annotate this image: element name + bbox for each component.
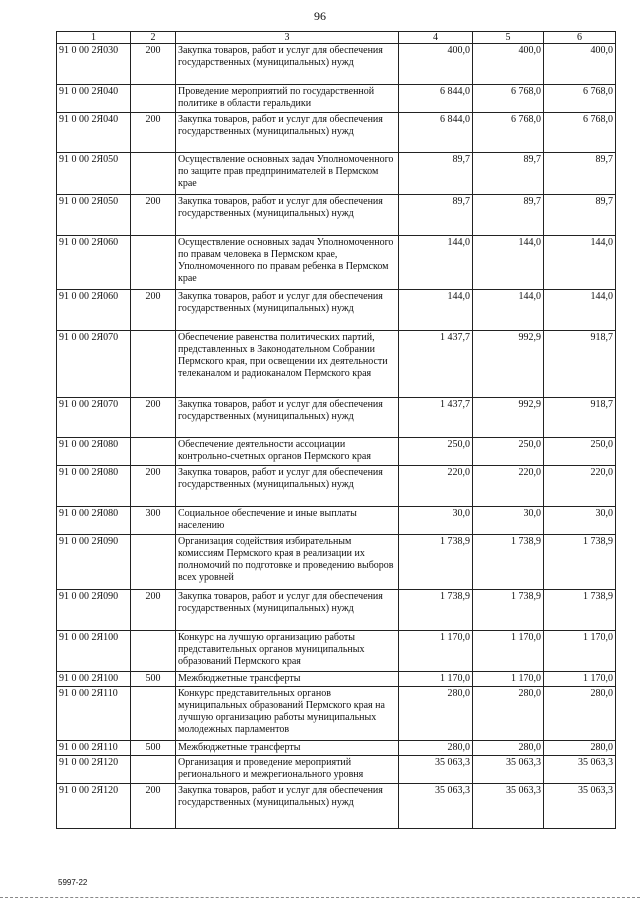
row-code: 91 0 00 2Я070 — [57, 331, 131, 398]
row-expense-type — [131, 756, 176, 784]
row-code: 91 0 00 2Я100 — [57, 631, 131, 672]
row-name: Закупка товаров, работ и услуг для обеспечения государственных (муниципальных) нужд — [176, 44, 399, 85]
row-value-2: 992,9 — [473, 331, 544, 398]
row-name: Закупка товаров, работ и услуг для обеспечения государственных (муниципальных) нужд — [176, 784, 399, 829]
row-value-1: 6 844,0 — [399, 113, 473, 153]
row-code: 91 0 00 2Я080 — [57, 466, 131, 507]
row-value-2: 280,0 — [473, 687, 544, 741]
table-row — [57, 290, 616, 331]
row-name: Осуществление основных задач Уполномоченного по защите прав предпринимателей в Пермском крае — [176, 153, 399, 195]
row-expense-type: 200 — [131, 195, 176, 236]
row-value-2: 992,9 — [473, 398, 544, 438]
row-expense-type: 500 — [131, 741, 176, 756]
row-value-1: 1 738,9 — [399, 590, 473, 631]
budget-table — [56, 31, 616, 829]
row-value-3: 250,0 — [544, 438, 616, 466]
row-expense-type — [131, 236, 176, 290]
row-value-2: 89,7 — [473, 153, 544, 195]
row-code: 91 0 00 2Я120 — [57, 784, 131, 829]
row-expense-type: 200 — [131, 398, 176, 438]
row-value-1: 35 063,3 — [399, 756, 473, 784]
row-value-1: 280,0 — [399, 741, 473, 756]
table-row — [57, 784, 616, 829]
table-row — [57, 153, 616, 195]
row-value-3: 918,7 — [544, 331, 616, 398]
page-number: 96 — [314, 9, 326, 23]
row-name: Закупка товаров, работ и услуг для обеспечения государственных (муниципальных) нужд — [176, 466, 399, 507]
row-code: 91 0 00 2Я070 — [57, 398, 131, 438]
row-value-3: 400,0 — [544, 44, 616, 85]
row-value-3: 35 063,3 — [544, 784, 616, 829]
row-value-3: 280,0 — [544, 687, 616, 741]
row-code: 91 0 00 2Я060 — [57, 290, 131, 331]
row-value-2: 35 063,3 — [473, 756, 544, 784]
row-expense-type — [131, 438, 176, 466]
header-col-6: 6 — [544, 32, 616, 44]
row-code: 91 0 00 2Я110 — [57, 687, 131, 741]
row-code: 91 0 00 2Я100 — [57, 672, 131, 687]
row-name: Межбюджетные трансферты — [176, 672, 399, 687]
row-value-2: 250,0 — [473, 438, 544, 466]
row-code: 91 0 00 2Я050 — [57, 195, 131, 236]
header-col-4: 4 — [399, 32, 473, 44]
row-expense-type: 200 — [131, 466, 176, 507]
row-value-1: 280,0 — [399, 687, 473, 741]
row-value-2: 1 738,9 — [473, 535, 544, 590]
row-value-1: 89,7 — [399, 153, 473, 195]
row-name: Организация и проведение мероприятий регионального и межрегионального уровня — [176, 756, 399, 784]
row-value-3: 1 738,9 — [544, 590, 616, 631]
row-value-1: 1 170,0 — [399, 672, 473, 687]
row-name: Межбюджетные трансферты — [176, 741, 399, 756]
table-row — [57, 741, 616, 756]
row-value-1: 1 437,7 — [399, 331, 473, 398]
row-name: Организация содействия избирательным комиссиям Пермского края в реализации их полномочий по подготовке и проведению выборов всех уровней — [176, 535, 399, 590]
row-value-3: 89,7 — [544, 153, 616, 195]
row-code: 91 0 00 2Я090 — [57, 590, 131, 631]
row-value-3: 144,0 — [544, 236, 616, 290]
row-name: Осуществление основных задач Уполномоченного по правам человека в Пермском крае, Уполномоченного по правам ребенка в Пермском крае — [176, 236, 399, 290]
table-row — [57, 438, 616, 466]
row-name: Обеспечение равенства политических партий, представленных в Законодательном Собрании Пермского края, при освещении их деятельности телеканалом и радиоканалом Пермского края — [176, 331, 399, 398]
table-row — [57, 466, 616, 507]
row-value-1: 1 437,7 — [399, 398, 473, 438]
table-row — [57, 195, 616, 236]
row-expense-type — [131, 535, 176, 590]
row-name: Проведение мероприятий по государственной политике в области геральдики — [176, 85, 399, 113]
row-expense-type: 500 — [131, 672, 176, 687]
row-code: 91 0 00 2Я120 — [57, 756, 131, 784]
row-value-1: 144,0 — [399, 236, 473, 290]
row-name: Закупка товаров, работ и услуг для обеспечения государственных (муниципальных) нужд — [176, 113, 399, 153]
row-expense-type: 200 — [131, 290, 176, 331]
row-value-2: 144,0 — [473, 236, 544, 290]
row-value-1: 1 170,0 — [399, 631, 473, 672]
table-row — [57, 687, 616, 741]
row-value-3: 144,0 — [544, 290, 616, 331]
row-name: Конкурс представительных органов муниципальных образований Пермского края на лучшую организацию работы муниципальных молодежных парламентов — [176, 687, 399, 741]
row-expense-type — [131, 153, 176, 195]
row-value-1: 144,0 — [399, 290, 473, 331]
row-value-1: 400,0 — [399, 44, 473, 85]
header-col-2: 2 — [131, 32, 176, 44]
row-name: Конкурс на лучшую организацию работы представительных органов муниципальных образований Пермского края — [176, 631, 399, 672]
table-row — [57, 756, 616, 784]
row-expense-type: 300 — [131, 507, 176, 535]
row-expense-type: 200 — [131, 44, 176, 85]
row-code: 91 0 00 2Я060 — [57, 236, 131, 290]
row-value-1: 1 738,9 — [399, 535, 473, 590]
row-expense-type — [131, 631, 176, 672]
table-row — [57, 331, 616, 398]
row-value-3: 6 768,0 — [544, 85, 616, 113]
row-expense-type — [131, 331, 176, 398]
row-value-3: 280,0 — [544, 741, 616, 756]
row-value-3: 918,7 — [544, 398, 616, 438]
row-value-3: 6 768,0 — [544, 113, 616, 153]
row-value-3: 1 170,0 — [544, 631, 616, 672]
row-value-2: 220,0 — [473, 466, 544, 507]
row-code: 91 0 00 2Я080 — [57, 438, 131, 466]
row-value-2: 1 170,0 — [473, 672, 544, 687]
row-value-2: 89,7 — [473, 195, 544, 236]
row-value-1: 89,7 — [399, 195, 473, 236]
row-name: Обеспечение деятельности ассоциации контрольно-счетных органов Пермского края — [176, 438, 399, 466]
row-value-2: 6 768,0 — [473, 113, 544, 153]
row-value-1: 30,0 — [399, 507, 473, 535]
row-value-1: 6 844,0 — [399, 85, 473, 113]
table-row — [57, 590, 616, 631]
row-value-3: 35 063,3 — [544, 756, 616, 784]
row-name: Закупка товаров, работ и услуг для обеспечения государственных (муниципальных) нужд — [176, 290, 399, 331]
table-row — [57, 631, 616, 672]
document-code: 5997-22 — [58, 878, 88, 887]
row-value-2: 144,0 — [473, 290, 544, 331]
row-name: Закупка товаров, работ и услуг для обеспечения государственных (муниципальных) нужд — [176, 195, 399, 236]
row-value-3: 89,7 — [544, 195, 616, 236]
row-value-2: 1 170,0 — [473, 631, 544, 672]
row-value-3: 30,0 — [544, 507, 616, 535]
row-value-1: 250,0 — [399, 438, 473, 466]
row-value-2: 35 063,3 — [473, 784, 544, 829]
row-value-2: 30,0 — [473, 507, 544, 535]
row-value-2: 6 768,0 — [473, 85, 544, 113]
table-row — [57, 44, 616, 85]
row-value-2: 280,0 — [473, 741, 544, 756]
table-row — [57, 507, 616, 535]
row-code: 91 0 00 2Я090 — [57, 535, 131, 590]
table-row — [57, 398, 616, 438]
row-expense-type — [131, 85, 176, 113]
row-value-3: 1 738,9 — [544, 535, 616, 590]
bottom-divider — [0, 897, 640, 898]
header-row — [57, 32, 616, 44]
row-expense-type — [131, 687, 176, 741]
row-value-3: 220,0 — [544, 466, 616, 507]
row-code: 91 0 00 2Я040 — [57, 113, 131, 153]
row-expense-type: 200 — [131, 590, 176, 631]
row-value-1: 35 063,3 — [399, 784, 473, 829]
row-expense-type: 200 — [131, 784, 176, 829]
row-name: Закупка товаров, работ и услуг для обеспечения государственных (муниципальных) нужд — [176, 590, 399, 631]
row-value-1: 220,0 — [399, 466, 473, 507]
header-col-1: 1 — [57, 32, 131, 44]
table-row — [57, 113, 616, 153]
row-code: 91 0 00 2Я050 — [57, 153, 131, 195]
row-value-2: 400,0 — [473, 44, 544, 85]
row-value-2: 1 738,9 — [473, 590, 544, 631]
row-value-3: 1 170,0 — [544, 672, 616, 687]
row-code: 91 0 00 2Я030 — [57, 44, 131, 85]
table-row — [57, 535, 616, 590]
row-expense-type: 200 — [131, 113, 176, 153]
row-name: Социальное обеспечение и иные выплаты населению — [176, 507, 399, 535]
row-code: 91 0 00 2Я080 — [57, 507, 131, 535]
table-row — [57, 236, 616, 290]
table-row — [57, 672, 616, 687]
header-col-5: 5 — [473, 32, 544, 44]
row-code: 91 0 00 2Я110 — [57, 741, 131, 756]
table-row — [57, 85, 616, 113]
header-col-3: 3 — [176, 32, 399, 44]
row-code: 91 0 00 2Я040 — [57, 85, 131, 113]
row-name: Закупка товаров, работ и услуг для обеспечения государственных (муниципальных) нужд — [176, 398, 399, 438]
